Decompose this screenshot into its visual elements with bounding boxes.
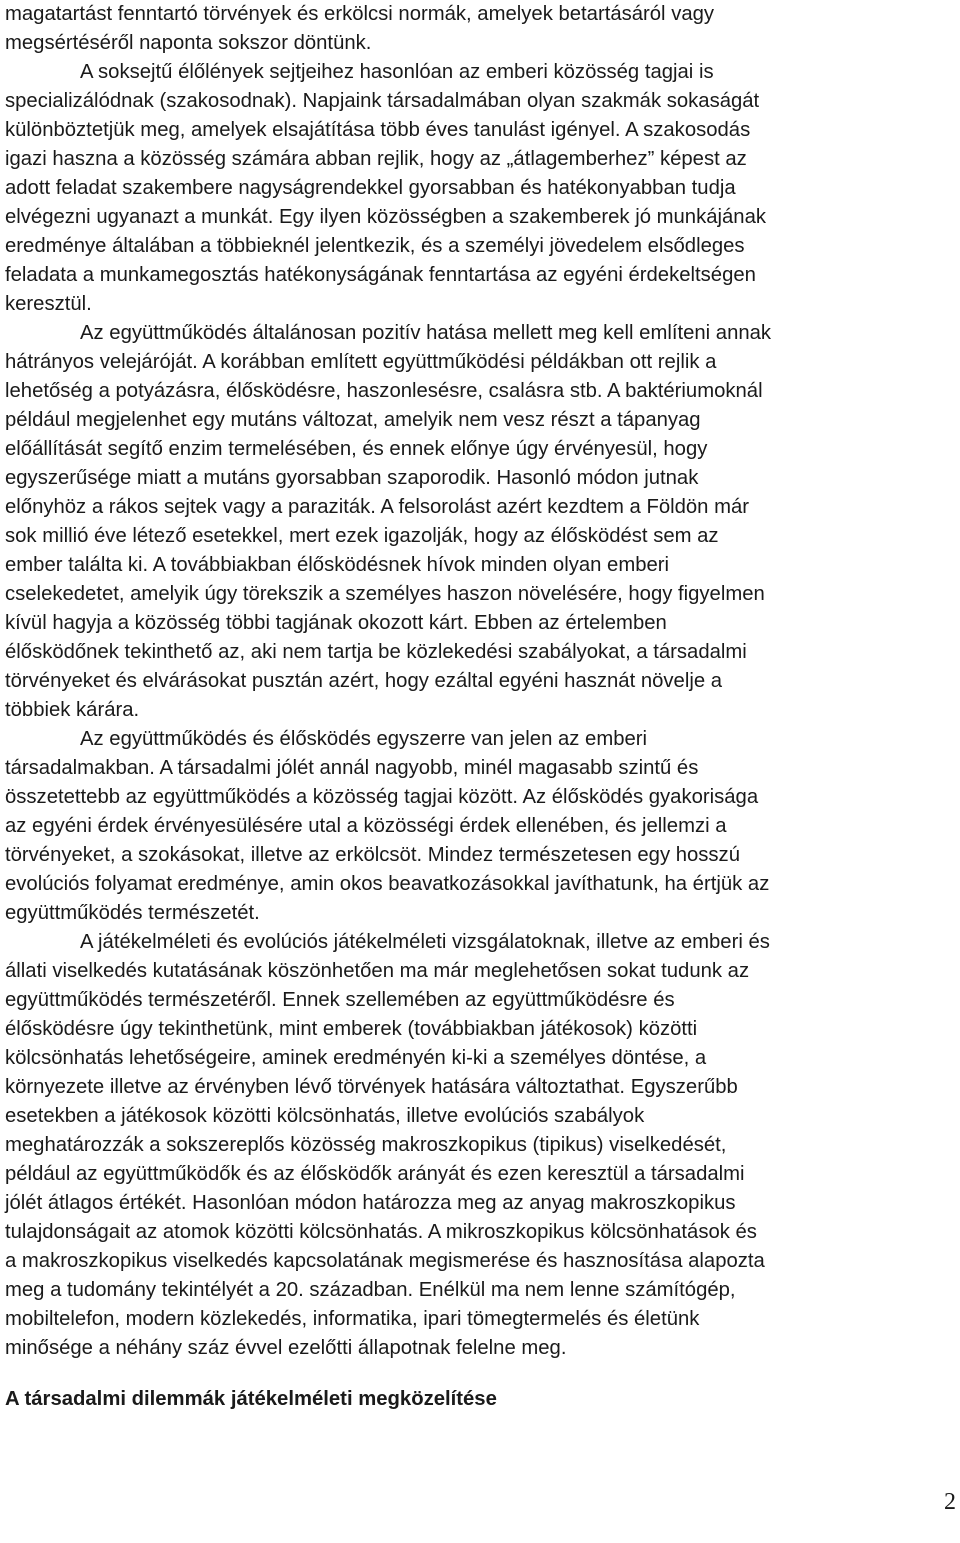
text-line: kölcsönhatás lehetőségeire, aminek eredményén ki-ki a személyes döntése, a bbox=[5, 1047, 707, 1069]
text-line: elvégezni ugyanazt a munkát. Egy ilyen közösségben a szakemberek jó munkájának bbox=[5, 206, 766, 228]
text-line: mobiltelefon, modern közlekedés, informatika, ipari tömegtermelés és életünk bbox=[5, 1308, 700, 1330]
section-heading: A társadalmi dilemmák játékelméleti megközelítése bbox=[5, 1388, 497, 1410]
text-line: az egyéni érdek érvényesülésére utal a közösségi érdek ellenében, és jellemzi a bbox=[5, 815, 727, 837]
text-line: sok millió éve létező esetekkel, mert ezek igazolják, hogy az élősködést sem az bbox=[5, 525, 719, 547]
text-line: különböztetjük meg, amelyek elsajátítása több éves tanulást igényel. A szakosodás bbox=[5, 119, 751, 141]
text-line: esetekben a játékosok közötti kölcsönhatás, illetve evolúciós szabályok bbox=[5, 1105, 645, 1127]
text-line: előállítását segítő enzim termelésében, és ennek előnye úgy érvényesül, hogy bbox=[5, 438, 708, 460]
text-line: élősködésre úgy tekinthetünk, mint emberek (továbbiakban játékosok) közötti bbox=[5, 1018, 698, 1040]
text-line: adott feladat szakembere nagyságrendekkel gyorsabban és hatékonyabban tudja bbox=[5, 177, 736, 199]
text-line: keresztül. bbox=[5, 293, 92, 315]
text-line: együttműködés természetéről. Ennek szellemében az együttműködésre és bbox=[5, 989, 675, 1011]
text-line: specializálódnak (szakosodnak). Napjaink társadalmában olyan szakmák sokaságát bbox=[5, 90, 760, 112]
text-line: meg a tudomány tekintélyét a 20. században. Enélkül ma nem lenne számítógép, bbox=[5, 1279, 736, 1301]
text-line: igazi haszna a közösség számára abban rejlik, hogy az „átlagemberhez” képest az bbox=[5, 148, 747, 170]
text-line: együttműködés természetét. bbox=[5, 902, 260, 924]
text-line: például megjelenhet egy mutáns változat, amelyik nem vesz részt a tápanyag bbox=[5, 409, 701, 431]
text-line: lehetőség a potyázásra, élősködésre, haszonlesésre, csalásra stb. A baktériumoknál bbox=[5, 380, 763, 402]
body-text bbox=[5, 0, 957, 1414]
paragraph-gap bbox=[5, 1363, 957, 1385]
text-line: társadalmakban. A társadalmi jólét annál nagyobb, minél magasabb szintű és bbox=[5, 757, 699, 779]
text-line: jólét átlagos értékét. Hasonlóan módon határozza meg az anyag makroszkopikus bbox=[5, 1192, 736, 1214]
text-line: a makroszkopikus viselkedés kapcsolatának megismerése és hasznosítása alapozta bbox=[5, 1250, 765, 1272]
text-line: eredménye általában a többieknél jelentkezik, és a személyi jövedelem elsődleges bbox=[5, 235, 745, 257]
text-line: törvényeket és elvárásokat pusztán azért, hogy ezáltal egyéni hasznát növelje a bbox=[5, 670, 723, 692]
text-line: egyszerűsége miatt a mutáns gyorsabban szaporodik. Hasonló módon jutnak bbox=[5, 467, 699, 489]
paragraph-start-line: A játékelméleti és evolúciós játékelméleti vizsgálatoknak, illetve az emberi és bbox=[80, 931, 770, 953]
text-line: meghatározzák a sokszereplős közösség makroszkopikus (tipikus) viselkedését, bbox=[5, 1134, 727, 1156]
paragraph-start-line: Az együttműködés általánosan pozitív hatása mellett meg kell említeni annak bbox=[80, 322, 772, 344]
text-line: feladata a munkamegosztás hatékonyságának fenntartása az egyéni érdekeltségen bbox=[5, 264, 756, 286]
paragraph-start-line: Az együttműködés és élősködés egyszerre van jelen az emberi bbox=[80, 728, 648, 750]
paragraph-start-line: A soksejtű élőlények sejtjeihez hasonlóan az emberi közösség tagjai is bbox=[80, 61, 714, 83]
text-line: evolúciós folyamat eredménye, amin okos beavatkozásokkal javíthatunk, ha értjük az bbox=[5, 873, 770, 895]
text-line: magatartást fenntartó törvények és erkölcsi normák, amelyek betartásáról vagy bbox=[5, 3, 715, 25]
text-line: tulajdonságait az atomok közötti kölcsönhatás. A mikroszkopikus kölcsönhatások és bbox=[5, 1221, 757, 1243]
text-line: előnyhöz a rákos sejtek vagy a paraziták. A felsorolást azért kezdtem a Földön már bbox=[5, 496, 750, 518]
text-line: többiek kárára. bbox=[5, 699, 140, 721]
text-line: kívül hagyja a közösség többi tagjának okozott kárt. Ebben az értelemben bbox=[5, 612, 667, 634]
text-line: ember találta ki. A továbbiakban élősködésnek hívok minden olyan emberi bbox=[5, 554, 670, 576]
text-line: környezete illetve az érvényben lévő törvények hatására változtathat. Egyszerűbb bbox=[5, 1076, 738, 1098]
text-line: például az együttműködők és az élősködők arányát és ezen keresztül a társadalmi bbox=[5, 1163, 745, 1185]
text-line: megsértéséről naponta sokszor döntünk. bbox=[5, 32, 372, 54]
text-line: összetettebb az együttműködés a közösség tagjai között. Az élősködés gyakorisága bbox=[5, 786, 759, 808]
text-line: törvényeket, a szokásokat, illetve az erkölcsöt. Mindez természetesen egy hosszú bbox=[5, 844, 740, 866]
text-line: élősködőnek tekinthető az, aki nem tartja be közlekedési szabályokat, a társadalmi bbox=[5, 641, 747, 663]
page-number: 2 bbox=[944, 1489, 956, 1515]
text-line: állati viselkedés kutatásának köszönhetően ma már meglehetősen sokat tudunk az bbox=[5, 960, 750, 982]
text-line: minősége a néhány száz évvel ezelőtti állapotnak felelne meg. bbox=[5, 1337, 567, 1359]
text-line: hátrányos velejáróját. A korábban említett együttműködési példákban ott rejlik a bbox=[5, 351, 717, 373]
text-line: cselekedetet, amelyik úgy törekszik a személyes haszon növelésére, hogy figyelmen bbox=[5, 583, 765, 605]
